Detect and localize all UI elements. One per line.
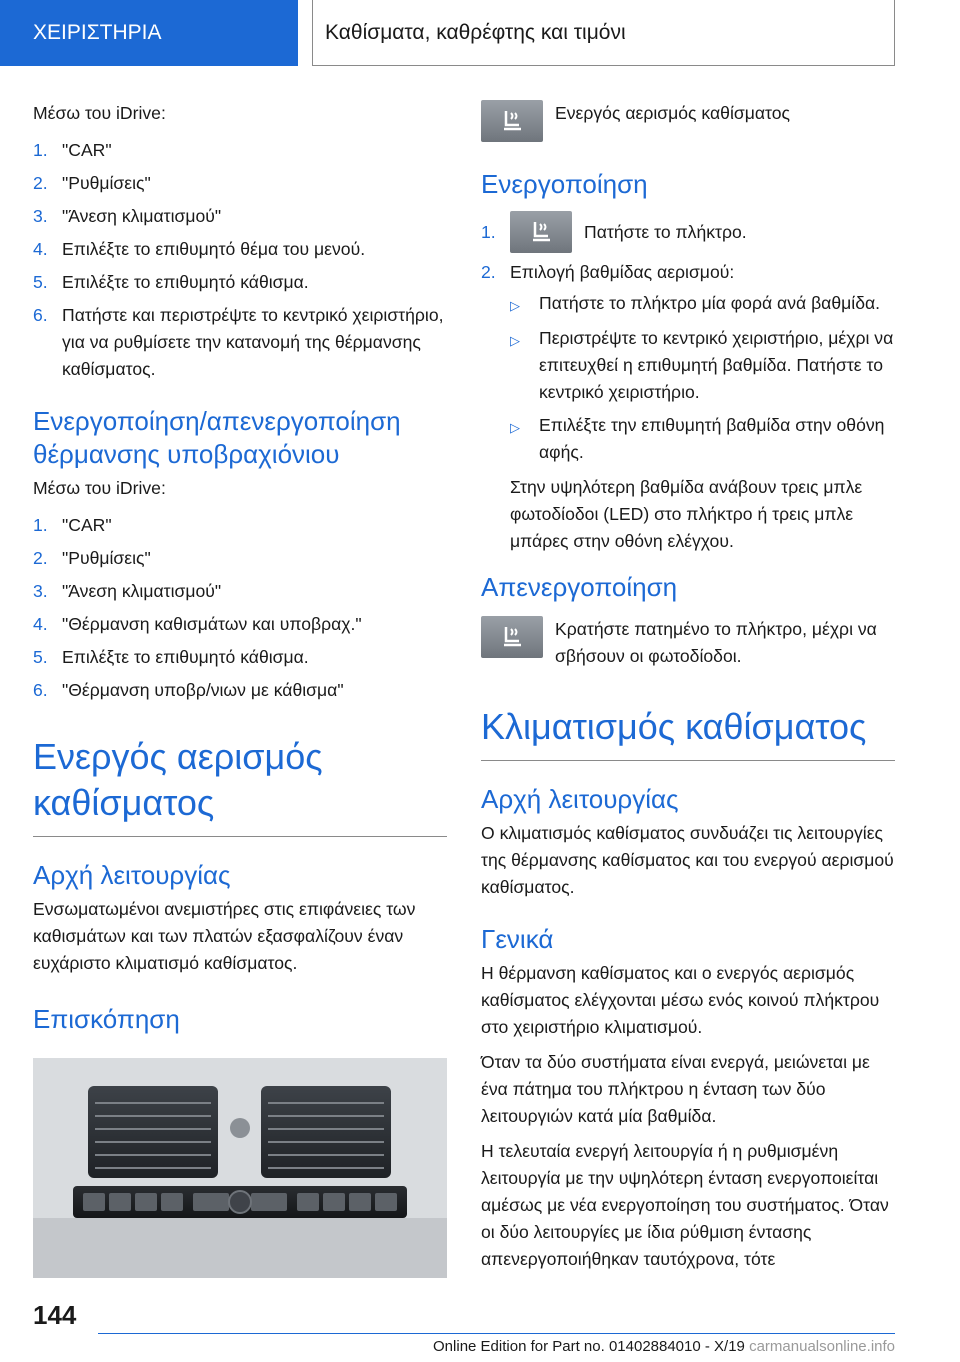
step-text: "Θέρμανση υποβρ/νιων με κάθισμα" bbox=[62, 680, 344, 700]
general-paragraph-1: Η θέρμανση καθίσματος και ο ενεργός αερισμός καθίσματος ελέγχονται μέσω ενός κοινού πλήκτρου στο χειριστήριο κλιματισμού. bbox=[481, 963, 880, 1037]
step-number: 4. bbox=[33, 239, 48, 259]
heading-activation: Ενεργοποίηση bbox=[481, 169, 648, 199]
section-tab bbox=[0, 0, 298, 66]
right-column bbox=[481, 100, 895, 1273]
climate-panel-illustration bbox=[33, 1058, 447, 1278]
step-text: Πατήστε και περιστρέψτε το κεντρικό χειριστήριο, για να ρυθμίσετε την κατανομή της θέρμανσης καθίσματος. bbox=[62, 305, 444, 379]
bullet-triangle-icon: ▷ bbox=[510, 420, 520, 435]
heading-thigh-support: Ενεργοποίηση/απενεργοποίηση θέρμανσης υποβραχιόνιου bbox=[33, 406, 401, 469]
step-text: "Ρυθμίσεις" bbox=[62, 548, 151, 568]
heading-overview: Επισκόπηση bbox=[33, 1004, 180, 1034]
list-item bbox=[481, 211, 895, 253]
step-text: Πατήστε το πλήκτρο. bbox=[584, 221, 747, 242]
footer-divider bbox=[98, 1333, 895, 1334]
step-number: 3. bbox=[33, 581, 48, 601]
step-number: 2. bbox=[33, 173, 48, 193]
steps-list-2 bbox=[33, 512, 447, 704]
seat-ventilation-icon bbox=[481, 100, 543, 142]
step-text: "CAR" bbox=[62, 515, 112, 535]
steps-list-1 bbox=[33, 137, 447, 383]
step-number: 5. bbox=[33, 272, 48, 292]
activation-steps bbox=[481, 211, 895, 555]
deactivation-text: Κρατήστε πατημένο το πλήκτρο, μέχρι να σβήσουν οι φωτοδίοδοι. bbox=[555, 619, 877, 666]
watermark-text: carmanualsonline.info bbox=[749, 1338, 895, 1355]
step-text: Επιλέξτε το επιθυμητό κάθισμα. bbox=[62, 272, 309, 292]
heading-principle-right: Αρχή λειτουργίας bbox=[481, 784, 679, 814]
option-text: Πατήστε το πλήκτρο μία φορά ανά βαθμίδα. bbox=[539, 293, 881, 313]
deactivation-row bbox=[481, 616, 895, 670]
general-paragraph-3: Η τελευταία ενεργή λειτουργία ή η ρυθμισμένη λειτουργία με την υψηλότερη ένταση ενεργοποιείται αμέσως με νέα ενεργοποίηση του συστήματος. Όταν οι δύο λειτουργίες με ίδια ρύθμιση έντασης απενεργοποιήθηκαν ταυτόχρονα, τότε bbox=[481, 1141, 889, 1269]
step-number: 6. bbox=[33, 680, 48, 700]
left-column bbox=[33, 100, 447, 1278]
step-text: "Ρυθμίσεις" bbox=[62, 173, 151, 193]
step-number: 1. bbox=[481, 221, 496, 242]
option-text: Περιστρέψτε το κεντρικό χειριστήριο, μέχρι να επιτευχθεί η επιθυμητή βαθμίδα. Πατήστε το κεντρικό χειριστήριο. bbox=[539, 328, 894, 402]
chapter-header bbox=[312, 0, 895, 66]
list-item bbox=[33, 203, 447, 230]
step-text: Επιλέξτε το επιθυμητό θέμα του μενού. bbox=[62, 239, 366, 259]
edition-text: Online Edition for Part no. 01402884010 - X/19 bbox=[433, 1338, 745, 1355]
step-number: 1. bbox=[33, 515, 48, 535]
list-item bbox=[33, 677, 447, 704]
intro-idrive: Μέσω του iDrive: bbox=[33, 103, 166, 123]
ventilation-icon-row bbox=[481, 100, 895, 142]
section-title: ΧΕΙΡΙΣΤΗΡΙΑ bbox=[33, 21, 162, 44]
list-item bbox=[33, 269, 447, 296]
step-number: 3. bbox=[33, 206, 48, 226]
list-item bbox=[33, 545, 447, 572]
step-text: "Άνεση κλιματισμού" bbox=[62, 581, 222, 601]
heading-general: Γενικά bbox=[481, 924, 554, 954]
title-seat-climate: Κλιματισμός καθίσματος bbox=[481, 704, 895, 761]
list-item bbox=[33, 644, 447, 671]
step-number: 2. bbox=[33, 548, 48, 568]
list-item bbox=[33, 302, 447, 383]
step-number: 1. bbox=[33, 140, 48, 160]
heading-deactivation: Απενεργοποίηση bbox=[481, 572, 678, 602]
list-item bbox=[510, 290, 895, 319]
led-info-text: Στην υψηλότερη βαθμίδα ανάβουν τρεις μπλε φωτοδίοδοι (LED) στο πλήκτρο ή τρεις μπλε μπάρες στην οθόνη ελέγχου. bbox=[510, 477, 863, 551]
list-item bbox=[33, 137, 447, 164]
ventilation-icon-caption: Ενεργός αερισμός καθίσματος bbox=[555, 103, 790, 123]
list-item bbox=[481, 259, 895, 555]
chapter-title: Καθίσματα, καθρέφτης και τιμόνι bbox=[325, 20, 626, 44]
step-text: "Άνεση κλιματισμού" bbox=[62, 206, 222, 226]
footer-edition bbox=[270, 1338, 895, 1355]
list-item bbox=[510, 412, 895, 466]
heading-principle: Αρχή λειτουργίας bbox=[33, 860, 231, 890]
list-item bbox=[33, 170, 447, 197]
step-text: "Θέρμανση καθισμάτων και υποβραχ." bbox=[62, 614, 362, 634]
list-item bbox=[33, 578, 447, 605]
ventilation-level-options bbox=[481, 290, 895, 472]
step-number: 6. bbox=[33, 305, 48, 325]
climate-principle-text: Ο κλιματισμός καθίσματος συνδυάζει τις λειτουργίες της θέρμανσης καθίσματος και του ενεργού αερισμού καθίσματος. bbox=[481, 823, 894, 897]
step-number: 4. bbox=[33, 614, 48, 634]
general-paragraph-2: Όταν τα δύο συστήματα είναι ενεργά, μειώνεται με ένα πάτημα του πλήκτρου η ένταση των δύο λειτουργιών κατά μία βαθμίδα. bbox=[481, 1052, 870, 1126]
option-text: Επιλέξτε την επιθυμητή βαθμίδα στην οθόνη αφής. bbox=[539, 415, 885, 462]
bullet-triangle-icon: ▷ bbox=[510, 333, 520, 348]
step-text: "CAR" bbox=[62, 140, 112, 160]
step-text: Επιλογή βαθμίδας αερισμού: bbox=[510, 262, 735, 282]
list-item bbox=[33, 611, 447, 638]
principle-text: Ενσωματωμένοι ανεμιστήρες στις επιφάνειες των καθισμάτων και των πλατών εξασφαλίζουν έναν ευχάριστο κλιματισμό καθίσματος. bbox=[33, 899, 416, 973]
list-item bbox=[33, 512, 447, 539]
bullet-triangle-icon: ▷ bbox=[510, 298, 520, 313]
climate-control-photo bbox=[33, 1058, 447, 1278]
seat-ventilation-button-icon bbox=[510, 211, 572, 253]
step-number: 5. bbox=[33, 647, 48, 667]
seat-ventilation-icon bbox=[481, 616, 543, 658]
step-text: Επιλέξτε το επιθυμητό κάθισμα. bbox=[62, 647, 309, 667]
page-number: 144 bbox=[33, 1300, 77, 1330]
list-item bbox=[510, 325, 895, 406]
step-number: 2. bbox=[481, 262, 496, 282]
intro-idrive-2: Μέσω του iDrive: bbox=[33, 478, 166, 498]
list-item bbox=[33, 236, 447, 263]
title-active-ventilation: Ενεργός αερισμός καθίσματος bbox=[33, 734, 447, 837]
